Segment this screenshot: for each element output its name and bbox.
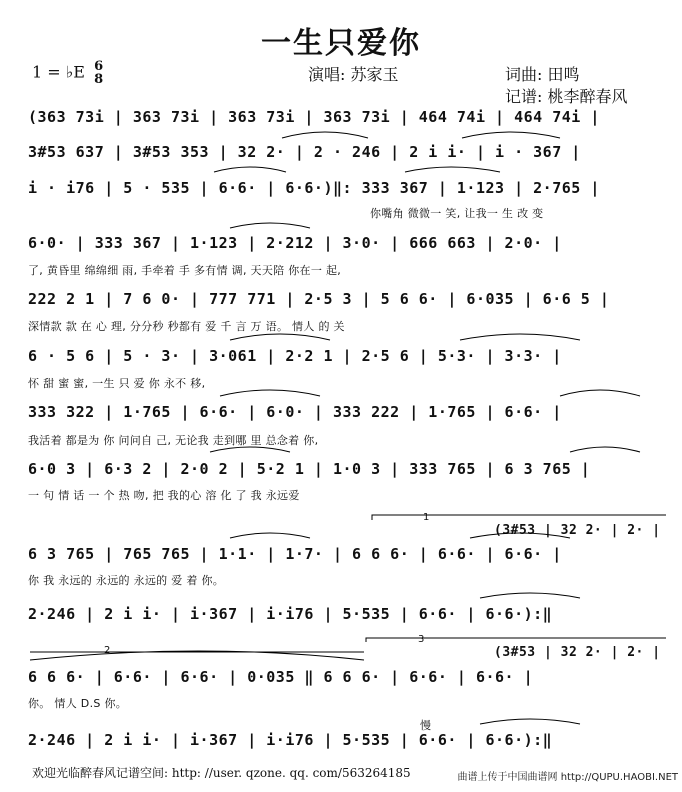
volta-bracket-1 [372,515,666,520]
lyric-row-11: 你。 情人 D.S 你。 [28,697,128,710]
lyric-row-8: 一 句 情 话 一 个 热 吻, 把 我的心 溶 化 了 我 永远爱 [28,489,300,502]
footer-credit: 欢迎光临醉春风记谱空间: http: //user. qzone. qq. com/563264185 [32,766,411,780]
slur-arc [462,132,560,138]
singer-credit: 演唱: 苏家玉 [308,65,399,84]
notation-row-4: 6·0· | 333 367 | 1·123 | 2·212 | 3·0· | 666 663 | 2·0· | [28,234,562,252]
lyric-row-5: 深情款 款 在 心 理, 分分秒 秒都有 爱 千 言 万 语。 情人 的 关 [28,320,345,333]
composer-credit: 词曲: 田鸣 [505,65,580,84]
tempo-mark: 慢 [420,719,431,732]
slur-arc [230,223,310,228]
slur-arc [470,533,570,538]
slur-arc [460,334,580,340]
lyric-row-3: 你嘴角 微微一 笑, 让我一 生 改 变 [370,207,544,220]
notation-row-11: 6 6 6· | 6·6· | 6·6· | 0·035 ‖ 6 6 6· | 6·6· | 6·6· | [28,668,534,686]
lyric-row-4: 了, 黄昏里 绵绵细 雨, 手牵着 手 多有情 调, 天天陪 你在一 起, [28,264,342,277]
notation-row-5: 222 2 1 | 7 6 0· | 777 771 | 2·5 3 | 5 6 6· | 6·035 | 6·6 5 | [28,290,610,308]
slur-arc [230,533,310,538]
notation-row-7: 333 322 | 1·765 | 6·6· | 6·0· | 333 222 | 1·765 | 6·6· | [28,403,562,421]
song-title: 一生只爱你 [261,26,421,61]
slur-arc [480,593,580,598]
notation-row-6: 6 · 5 6 | 5 · 3· | 3·061 | 2·2 1 | 2·5 6 | 5·3· | 3·3· | [28,347,562,365]
slur-arc [282,132,368,138]
notation-row-1: (363 73i | 363 73i | 363 73i | 363 73i | 464 74i | 464 74i | [28,108,600,126]
notation-row-9: 6 3 765 | 765 765 | 1·1· | 1·7· | 6 6 6· | 6·6· | 6·6· | [28,545,562,563]
key-label: 1 = ♭E [32,62,85,82]
volta-bracket-3 [366,638,666,642]
volta-1-label: 1 [423,512,430,523]
slur-arc [210,447,290,452]
slur-arc [405,167,500,172]
notation-row-12: 2·246 | 2 i i· | i·367 | i·i76 | 5·535 | 6·6· | 6·6·):‖ [28,731,553,749]
volta-1-ending: (3#53 | 32 2· | 2· | [494,523,661,538]
slur-arc [214,167,286,172]
lyric-row-9: 你 我 永远的 永远的 永远的 爱 着 你。 [28,574,225,587]
slur-arc [570,447,640,452]
lyric-row-6: 怀 甜 蜜 蜜, 一生 只 爱 你 永不 移, [28,377,206,390]
volta-3-ending: (3#53 | 32 2· | 2· | [494,645,661,660]
time-numerator: 6 [94,59,104,74]
volta-3-label: 3 [418,634,425,645]
notation-row-8: 6·0 3 | 6·3 2 | 2·0 2 | 5·2 1 | 1·0 3 | 333 765 | 6 3 765 | [28,460,591,478]
notation-row-3: i · i76 | 5 · 535 | 6·6· | 6·6·)‖: 333 367 | 1·123 | 2·765 | [28,179,600,197]
arranger-credit: 记谱: 桃李醉春风 [505,87,628,106]
slur-arc [560,390,640,396]
notation-row-10: 2·246 | 2 i i· | i·367 | i·i76 | 5·535 | 6·6· | 6·6·):‖ [28,605,553,623]
time-denominator: 8 [94,72,104,87]
watermark: 曲谱上传于中国曲谱网 http://QUPU.HAOBI.NET [457,772,678,783]
lyric-row-7: 我活着 都是为 你 问问自 己, 无论我 走到哪 里 总念着 你, [28,434,319,447]
volta-2-label: 2 [104,645,111,656]
slur-arc [230,334,330,340]
slur-arc [220,390,320,396]
slur-arc [480,719,580,724]
notation-row-2: 3#53 637 | 3#53 353 | 32 2· | 2 · 246 | 2 i i· | i · 367 | [28,143,581,161]
